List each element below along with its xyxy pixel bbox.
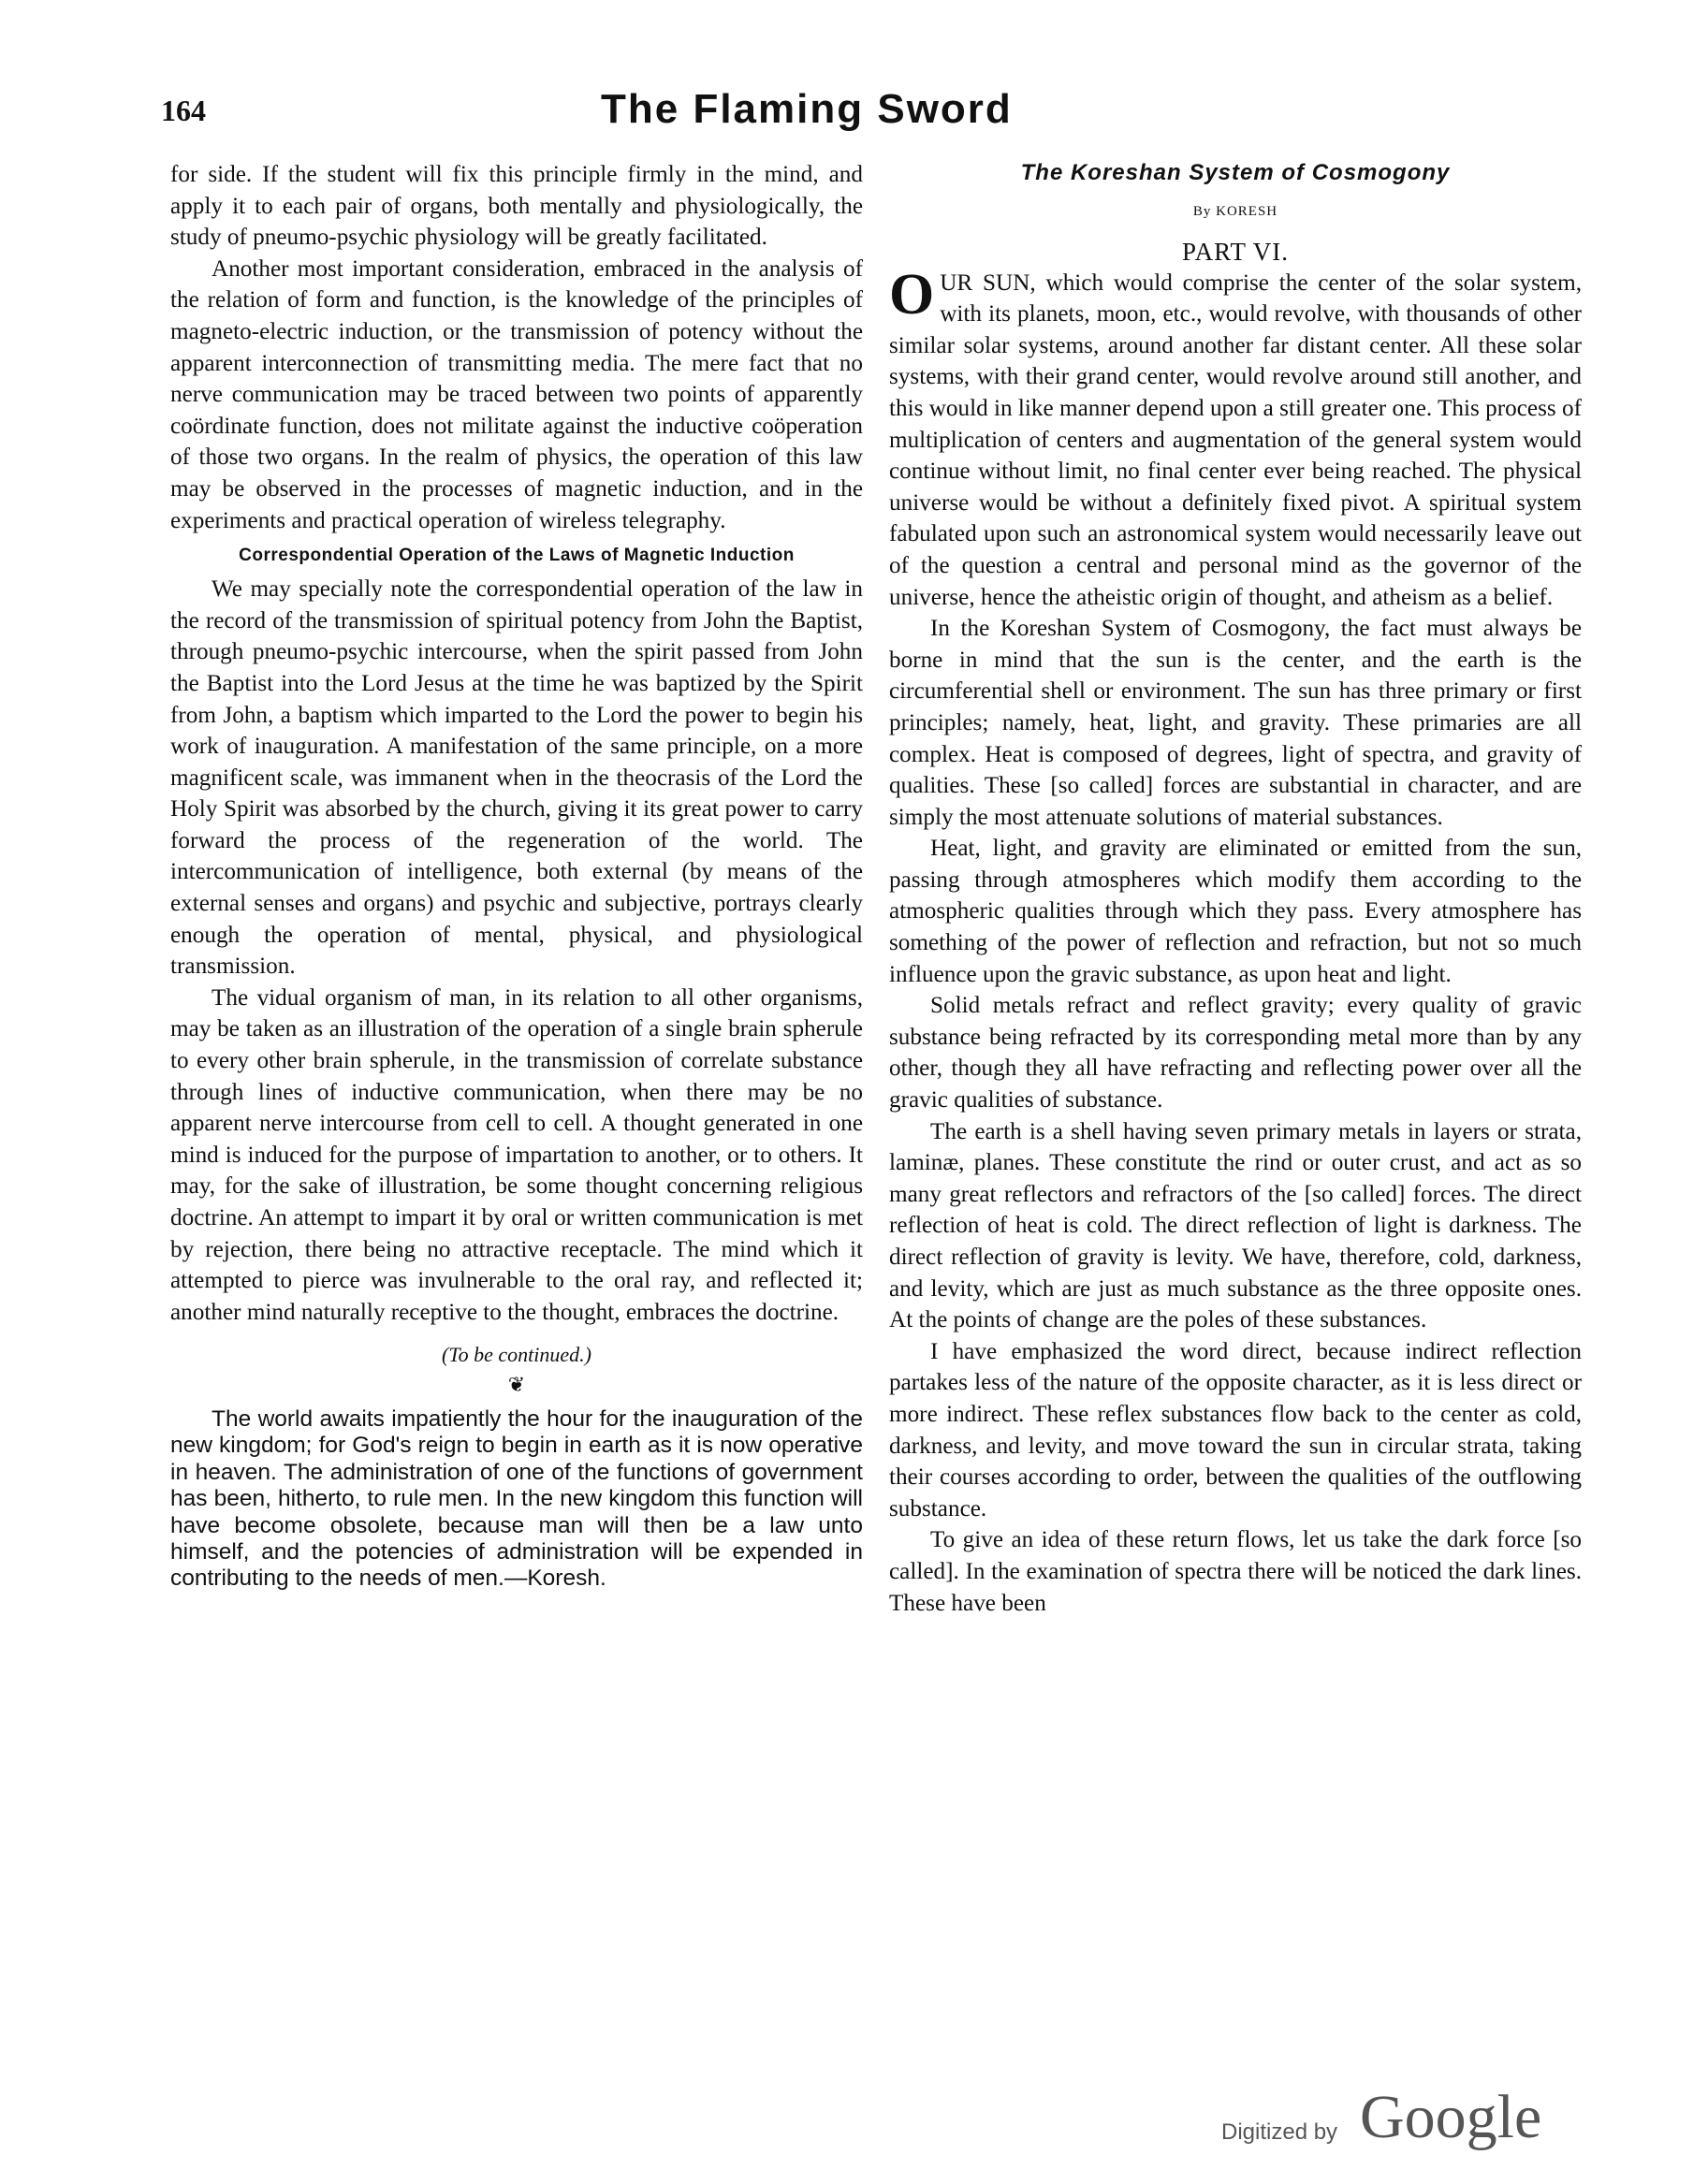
digitized-by-text: Digitized by: [1221, 2119, 1338, 2145]
article-title: The Koreshan System of Cosmogony: [1020, 160, 1451, 185]
paragraph: I have emphasized the word direct, because indirect reflection partakes less of the nature of the opposite character, as it is less direct or more indirect. These reflex substances flow back to the center as cold, darkness, and levity, and move toward the sun in circular strata, taking their courses according to order, between the qualities of the outflowing substance.: [889, 1338, 1582, 1522]
paragraph: The earth is a shell having seven primary metals in layers or strata, laminæ, planes. These constitute the rind or outer crust, and act as so many great reflectors and refractors of the [so called] forces. The direct reflection of heat is cold. The direct reflection of light is darkness. The direct reflection of gravity is levity. We have, therefore, cold, darkness, and levity, which are just as much substance as the three opposite ones. At the points of change are the poles of these substances.: [889, 1118, 1582, 1333]
paragraph: Solid metals refract and reflect gravity; every quality of gravic substance being refracted by its corresponding metal more than by any other, though they all have refracting and reflecting power over all the gravic qualities of substance.: [889, 993, 1582, 1114]
paragraph: for side. If the student will fix this principle firmly in the mind, and apply it to each pair of organs, both mentally and physiologically, the study of pneumo-psychic physiology will be greatly facilitated.: [170, 162, 863, 251]
page-number: 164: [161, 94, 206, 127]
ornament-icon: ❦: [507, 1372, 526, 1396]
paragraph: Heat, light, and gravity are eliminated or emitted from the sun, passing through atmospheres which modify them according to the atmospheric qualities through which they pass. Every atmosphere has something of the power of reflection and refraction, but not so much influence upon the gravic substance, as upon heat and light.: [889, 836, 1582, 987]
closing-paragraph: The world awaits impatiently the hour for the inauguration of the new kingdom; for God's reign to begin in earth as it is now operative in heaven. The administration of one of the functions of government has been, hitherto, to rule men. In the new kingdom this function will have become obsolete, because man will then be a law unto himself, and the potencies of administration will be expended in contributing to the needs of men.—Koresh.: [170, 1405, 863, 1592]
continued-note: (To be continued.): [442, 1343, 591, 1367]
paragraph: To give an idea of these return flows, let us take the dark force [so called]. In the examination of spectra there will be noticed the dark lines. These have been: [889, 1527, 1582, 1616]
right-column: [889, 159, 1582, 1619]
left-column: [170, 159, 863, 1593]
google-logo: Google: [1360, 2083, 1542, 2151]
page-header: [161, 86, 1584, 144]
paragraph: Another most important consideration, embraced in the analysis of the relation of form and function, is the knowledge of the principles of magneto-electric induction, or the transmission of potency without the apparent interconnection of transmitting media. The mere fact that no nerve communication may be traced between two points of apparently coördinate function, does not militate against the inductive coöperation of those two organs. In the realm of physics, the operation of this law may be observed in the processes of magnetic induction, and in the experiments and practical operation of wireless telegraphy.: [170, 255, 863, 533]
paragraph: In the Koreshan System of Cosmogony, the fact must always be borne in mind that the sun is the center, and the earth is the circumferential shell or environment. The sun has three primary or first principles; namely, heat, light, and gravity. These primaries are all complex. Heat is composed of degrees, light of spectra, and gravity of qualities. These [so called] forces are substantial in character, and are simply the most attenuate solutions of material substances.: [889, 616, 1582, 830]
part-heading: PART VI.: [1182, 237, 1289, 266]
byline: By KORESH: [1192, 204, 1278, 219]
section-heading: Correspondential Operation of the Laws of Magnetic Induction: [239, 546, 795, 566]
paragraph: The vidual organism of man, in its relation to all other organisms, may be taken as an illustration of the operation of a single brain spherule to every other brain spherule, in the transmission of correlate substance through lines of inductive communication, when there may be no apparent nerve intercourse from cell to cell. A thought generated in one mind is induced for the purpose of impartation to another, or to others. It may, for the sake of illustration, be some thought concerning religious doctrine. An attempt to impart it by oral or written communication is met by rejection, there being no attractive receptacle. The mind which it attempted to pierce was invulnerable to the oral ray, and reflected it; another mind naturally receptive to the thought, embraces the doctrine.: [170, 984, 863, 1325]
google-watermark: [1221, 2082, 1596, 2157]
paragraph-text: UR SUN, which would comprise the center of the solar system, with its planets, moon, etc., would revolve, with thousands of other similar solar systems, around another far distant center. All these solar systems, with their grand center, would revolve around still another, and this would in like manner depend upon a still greater one. This process of multiplication of centers and augmentation of the general system would continue without limit, no final center ever being reached. The physical universe would be without a definitely fixed pivot. A spiritual system fabulated upon such an astronomical system would necessarily leave out of the question a central and personal mind as the governor of the universe, hence the atheistic origin of thought, and atheism as a belief.: [889, 269, 1582, 610]
paragraph: [889, 262, 1582, 614]
running-title: The Flaming Sword: [601, 86, 1013, 132]
paragraph: We may specially note the correspondential operation of the law in the record of the transmission of spiritual potency from John the Baptist, through pneumo-psychic intercourse, when the spirit passed from John the Baptist into the Lord Jesus at the time he was baptized by the Spirit from John, a baptism which imparted to the Lord the power to begin his work of inauguration. A manifestation of the same principle, on a more magnificent scale, was immanent when in the theocrasis of the Lord the Holy Spirit was absorbed by the church, giving it its great power to carry forward the process of the regeneration of the world. The intercommunication of intelligence, both external (by means of the external senses and organs) and psychic and subjective, portrays clearly enough the operation of mental, physical, and physiological transmission.: [170, 576, 863, 980]
drop-cap: O: [889, 262, 935, 327]
